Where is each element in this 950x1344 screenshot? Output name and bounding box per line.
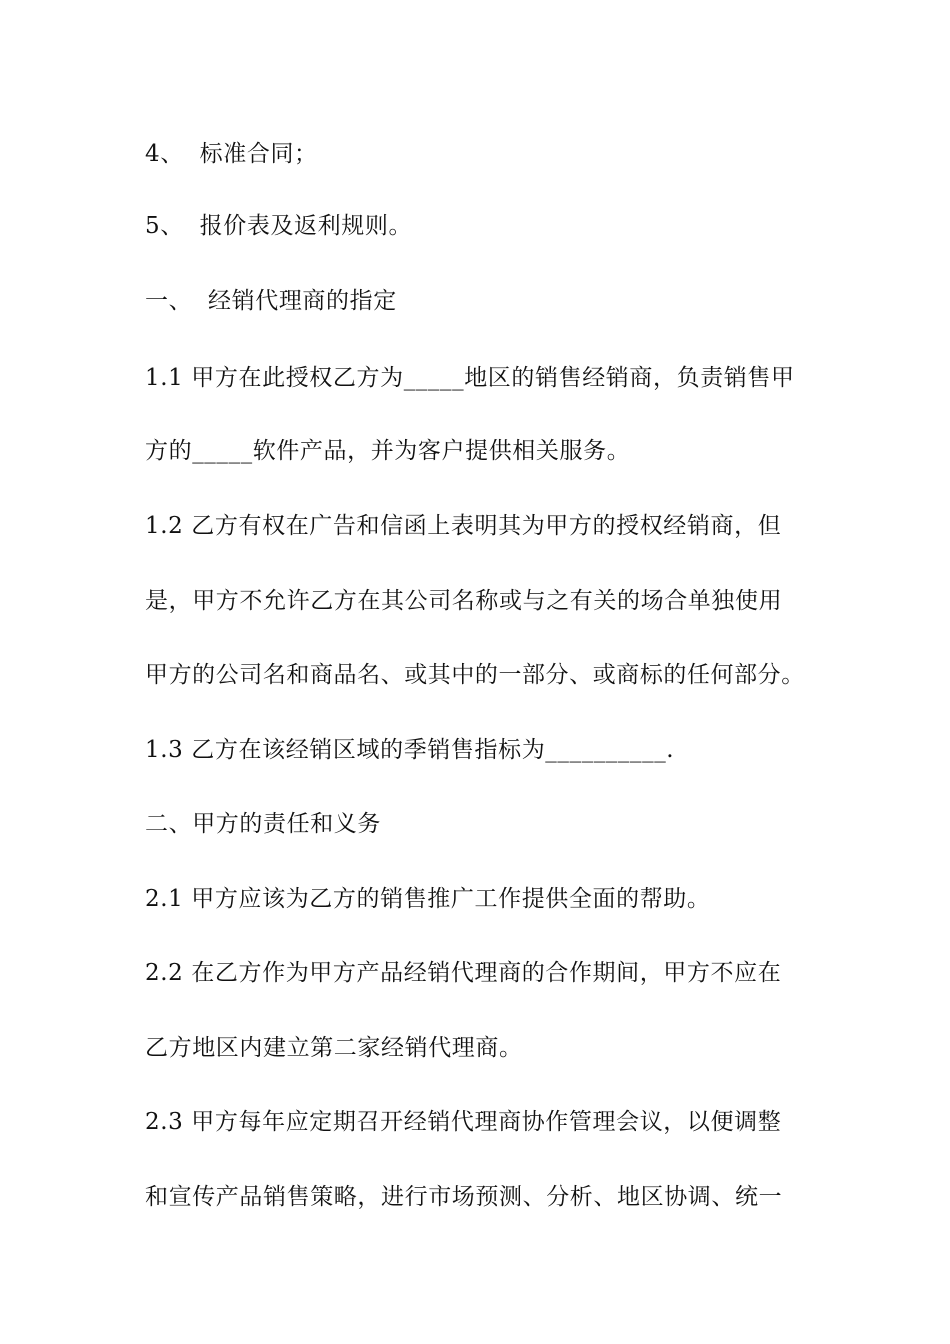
clause-2-2-line-2: 乙方地区内建立第二家经销代理商。	[145, 1035, 523, 1061]
clause-1-2-line-1: 1.2 乙方有权在广告和信函上表明其为甲方的授权经销商，但	[145, 513, 782, 539]
section-heading-2: 二、甲方的责任和义务	[145, 811, 381, 837]
clause-2-3-line-2: 和宣传产品销售策略，进行市场预测、分析、地区协调、统一	[145, 1184, 783, 1210]
clause-1-2-line-3: 甲方的公司名和商品名、或其中的一部分、或商标的任何部分。	[145, 662, 805, 688]
list-item-4: 4、 标准合同；	[145, 141, 318, 167]
clause-1-3: 1.3 乙方在该经销区域的季销售指标为__________.	[145, 737, 675, 763]
clause-2-3-line-1: 2.3 甲方每年应定期召开经销代理商协作管理会议，以便调整	[145, 1109, 782, 1135]
list-item-5: 5、 报价表及返利规则。	[145, 213, 413, 239]
clause-1-1-line-2: 方的_____软件产品，并为客户提供相关服务。	[145, 438, 631, 464]
clause-2-2-line-1: 2.2 在乙方作为甲方产品经销代理商的合作期间，甲方不应在	[145, 960, 782, 986]
clause-1-1-line-1: 1.1 甲方在此授权乙方为_____地区的销售经销商，负责销售甲	[145, 365, 795, 391]
clause-2-1: 2.1 甲方应该为乙方的销售推广工作提供全面的帮助。	[145, 886, 711, 912]
clause-1-2-line-2: 是，甲方不允许乙方在其公司名称或与之有关的场合单独使用	[145, 588, 783, 614]
section-heading-1: 一、 经销代理商的指定	[145, 288, 397, 314]
